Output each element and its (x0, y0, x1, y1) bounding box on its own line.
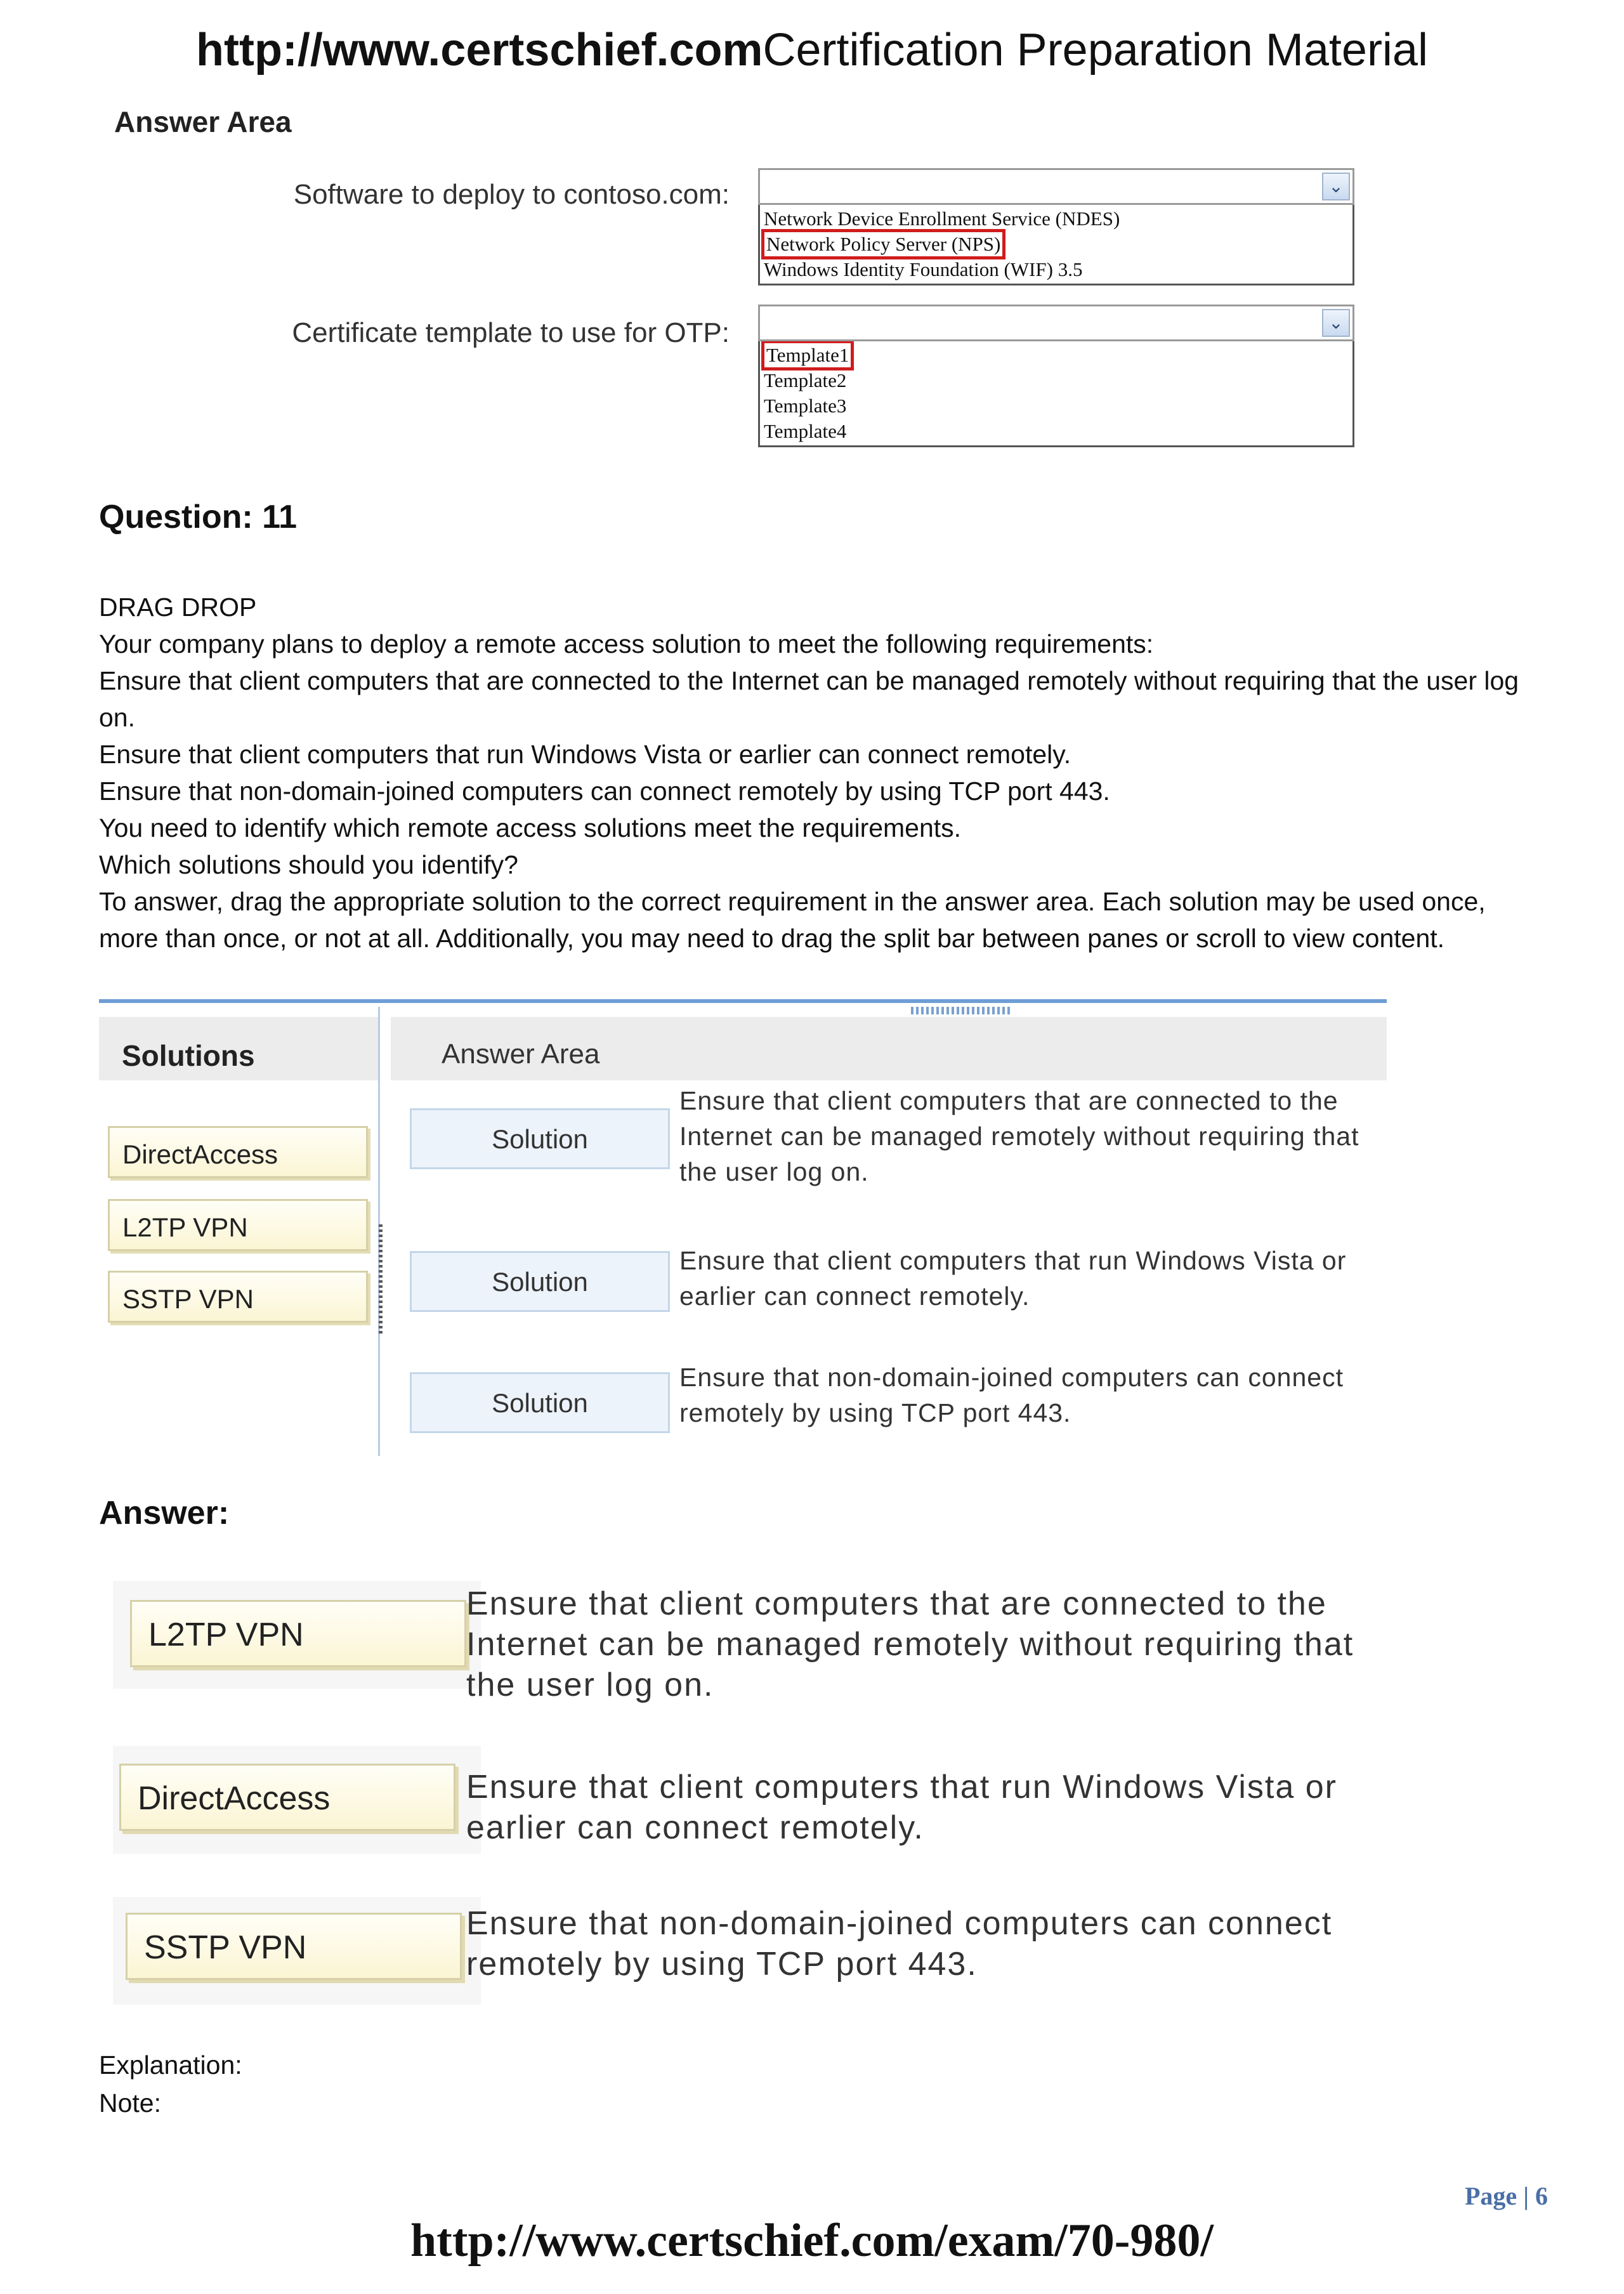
answer-requirement-text: Ensure that client computers that run Windows Vista or earlier can connect remotely. (466, 1769, 1337, 1846)
requirement-text: Ensure that client computers that run Windows Vista or earlier can connect remotely. (679, 1246, 1347, 1311)
explanation-note: Note: (99, 2088, 161, 2118)
software-dropdown[interactable] (758, 168, 1354, 285)
dropdown-option[interactable]: Template4 (764, 420, 847, 442)
requirement-text: Ensure that client computers that are connected to the Internet can be managed remotely without requiring that the user log on. (679, 1086, 1359, 1186)
question-paragraph: You need to identify which remote access solutions meet the requirements. (99, 813, 962, 842)
answer-area-header: Answer Area (391, 1017, 1387, 1080)
answer-requirement-text: Ensure that non-domain-joined computers can connect remotely by using TCP port 443. (466, 1905, 1333, 1983)
chevron-down-icon[interactable]: ⌄ (1322, 309, 1350, 337)
question-heading: Question: 11 (99, 499, 298, 535)
question-paragraph: Which solutions should you identify? (99, 850, 518, 879)
split-bar-grip[interactable] (911, 1007, 1012, 1014)
question-paragraph: To answer, drag the appropriate solution to the correct requirement in the answer area. Each solution may be used once, more than once, or not at all. Additionally, you may need to drag the split bar between panes or scroll to view content. (99, 887, 1486, 953)
question-paragraph: Ensure that client computers that are connected to the Internet can be managed remotely without requiring that the user log on. (99, 666, 1519, 732)
page-number: Page | 6 (1465, 2182, 1548, 2210)
question-body (99, 589, 1545, 957)
certificate-template-label: Certificate template to use for OTP: (292, 317, 730, 348)
page-header (0, 24, 1624, 76)
split-bar-handle[interactable] (379, 1224, 383, 1335)
answer-heading: Answer: (99, 1495, 230, 1531)
header-tagline: Certification Preparation Material (763, 25, 1428, 75)
solution-drop-slot[interactable]: Solution (410, 1251, 670, 1312)
drag-drop-panel (99, 999, 1387, 1456)
software-deploy-label: Software to deploy to contoso.com: (293, 179, 730, 210)
question-paragraph: Ensure that client computers that run Windows Vista or earlier can connect remotely. (99, 740, 1071, 769)
question-paragraph: Ensure that non-domain-joined computers can connect remotely by using TCP port 443. (99, 777, 1110, 806)
answer-solution-chip: DirectAccess (119, 1764, 455, 1831)
solution-l2tp-vpn[interactable]: L2TP VPN (108, 1199, 368, 1251)
requirement-text: Ensure that non-domain-joined computers can connect remotely by using TCP port 443. (679, 1363, 1344, 1427)
header-site-link[interactable]: http://www.certschief.com (196, 25, 763, 75)
solutions-header: Solutions (99, 1017, 378, 1080)
template-dropdown-field[interactable] (758, 305, 1354, 341)
explanation-label: Explanation: (99, 2050, 242, 2080)
chevron-down-icon[interactable]: ⌄ (1322, 173, 1350, 200)
solution-sstp-vpn[interactable]: SSTP VPN (108, 1271, 368, 1323)
software-dropdown-field[interactable] (758, 168, 1354, 205)
dropdown-option[interactable]: Windows Identity Foundation (WIF) 3.5 (764, 258, 1083, 280)
template-dropdown-list (758, 341, 1354, 447)
dropdown-option[interactable]: Network Device Enrollment Service (NDES) (764, 207, 1120, 230)
software-dropdown-list (758, 205, 1354, 285)
footer-url[interactable]: http://www.certschief.com/exam/70-980/ (410, 2215, 1214, 2267)
explanation-block (99, 2046, 242, 2122)
template-dropdown[interactable] (758, 305, 1354, 447)
answer-requirement-text: Ensure that client computers that are connected to the Internet can be managed remotely without requiring that the user log on. (466, 1585, 1354, 1703)
solution-drop-slot[interactable]: Solution (410, 1108, 670, 1169)
question-paragraph: Your company plans to deploy a remote access solution to meet the following requirements: (99, 629, 1154, 659)
dropdown-option[interactable]: Template2 (764, 369, 847, 391)
answer-solution-chip: SSTP VPN (126, 1913, 462, 1980)
answer-solution-chip: L2TP VPN (130, 1600, 466, 1667)
panel-top-bar (99, 999, 1387, 1003)
solution-directaccess[interactable]: DirectAccess (108, 1126, 368, 1178)
dropdown-option-selected[interactable]: Network Policy Server (NPS) (764, 232, 1003, 257)
question-type: DRAG DROP (99, 593, 257, 622)
answer-area-title: Answer Area (114, 105, 292, 138)
dropdown-option-selected[interactable]: Template1 (764, 343, 851, 368)
solution-drop-slot[interactable]: Solution (410, 1372, 670, 1433)
dropdown-option[interactable]: Template3 (764, 395, 847, 417)
